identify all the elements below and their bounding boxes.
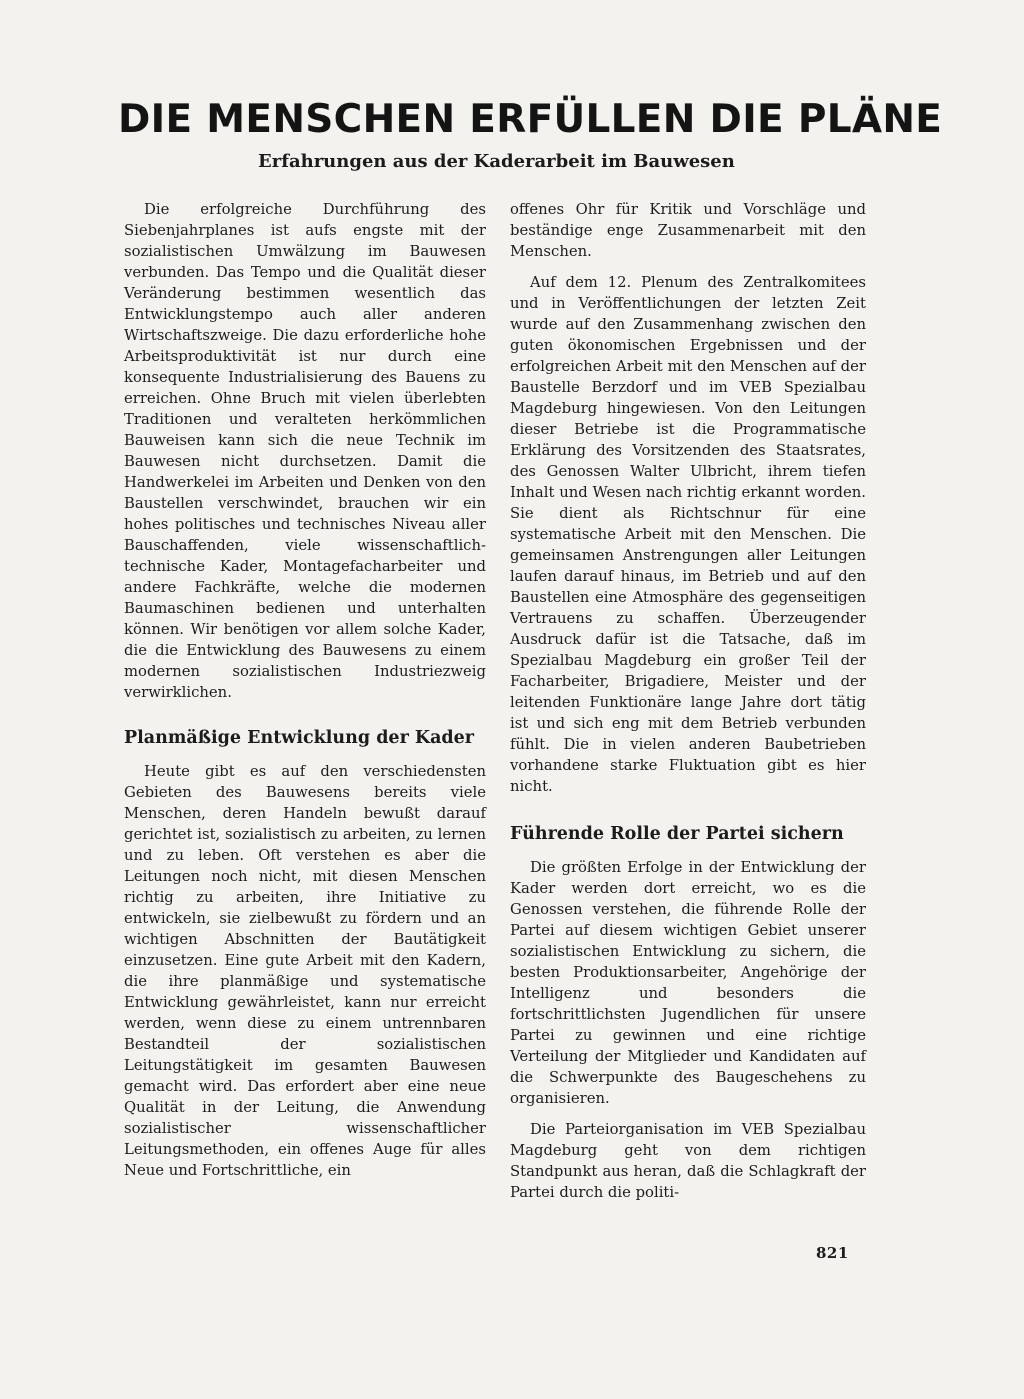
paragraph: offenes Ohr für Kritik und Vorschläge und beständige enge Zusammenarbeit mit den Menschen.: [510, 201, 866, 260]
article-title: DIE MENSCHEN ERFÜLLEN DIE PLÄNE: [118, 97, 943, 142]
section-heading: Führende Rolle der Partei sichern: [510, 824, 844, 844]
paragraph: Die Parteiorganisation im VEB Spezialbau Magdeburg geht von dem richtigen Standpunkt aus heran, daß die Schlagkraft der Partei durch die politi-: [510, 1121, 866, 1201]
article-subtitle: Erfahrungen aus der Kaderarbeit im Bauwesen: [258, 151, 735, 172]
right-column: [510, 199, 866, 1203]
left-column: [124, 199, 486, 1181]
paragraph: Die größten Erfolge in der Entwicklung der Kader werden dort erreicht, wo es die Genossen verstehen, die führende Rolle der Partei auf diesem wichtigen Gebiet unserer sozialistischen Entwicklung zu sichern, die besten Produktionsarbeiter, Angehörige der Intelligenz und besonders die fortschrittlichsten Jugendlichen für unsere Partei zu gewinnen und eine richtige Verteilung der Mitglieder und Kandidaten auf die Schwerpunkte des Baugeschehens zu organisieren.: [510, 859, 866, 1107]
paragraph: Die erfolgreiche Durchführung des Siebenjahrplanes ist aufs engste mit der sozialistischen Umwälzung im Bauwesen verbunden. Das Tempo und die Qualität dieser Veränderung bestimmen wesentlich das Entwicklungstempo auch aller anderen Wirtschaftszweige. Die dazu erforderliche hohe Arbeitsproduktivität ist nur durch eine konsequente Industrialisierung des Bauens zu erreichen. Ohne Bruch mit vielen überlebten Traditionen und veralteten herkömmlichen Bauweisen kann sich die neue Technik im Bauwesen nicht durchsetzen. Damit die Handwerkelei im Arbeiten und Denken von den Baustellen verschwindet, brauchen wir ein hohes politisches und technisches Niveau aller Bauschaffenden, viele wissenschaftlich-technische Kader, Montagefacharbeiter und andere Fachkräfte, welche die modernen Baumaschinen bedienen und unterhalten können. Wir benötigen vor allem solche Kader, die die Entwicklung des Bauwesens zu einem modernen sozialistischen Industriezweig verwirklichen.: [124, 201, 486, 701]
page-number: 821: [816, 1244, 849, 1262]
section-heading: Planmäßige Entwicklung der Kader: [124, 728, 475, 748]
paragraph: Auf dem 12. Plenum des Zentralkomitees und in Veröffentlichungen der letzten Zeit wurde auf den Zusammenhang zwischen den guten ökonomischen Ergebnissen und der erfolgreichen Arbeit mit den Menschen auf der Baustelle Berzdorf und im VEB Spezialbau Magdeburg hingewiesen. Von den Leitungen dieser Betriebe ist die Programmatische Erklärung des Vorsitzenden des Staatsrates, des Genossen Walter Ulbricht, ihrem tiefen Inhalt und Wesen nach richtig erkannt worden. Sie dient als Richtschnur für eine systematische Arbeit mit den Menschen. Die gemeinsamen Anstrengungen aller Leitungen laufen darauf hinaus, im Betrieb und auf den Baustellen eine Atmosphäre des gegenseitigen Vertrauens zu schaffen. Überzeugender Ausdruck dafür ist die Tatsache, daß im Spezialbau Magdeburg ein großer Teil der Facharbeiter, Brigadiere, Meister und der leitenden Funktionäre lange Jahre dort tätig ist und sich eng mit dem Betrieb verbunden fühlt. Die in vielen anderen Baubetrieben vorhandene starke Fluktuation gibt es hier nicht.: [510, 274, 866, 795]
paragraph: Heute gibt es auf den verschiedensten Gebieten des Bauwesens bereits viele Menschen, deren Handeln bewußt darauf gerichtet ist, sozialistisch zu arbeiten, zu lernen und zu leben. Oft verstehen es aber die Leitungen noch nicht, mit diesen Menschen richtig zu arbeiten, ihre Initiative zu entwickeln, sie zielbewußt zu fördern und an wichtigen Abschnitten der Bautätigkeit einzusetzen. Eine gute Arbeit mit den Kadern, die ihre planmäßige und systematische Entwicklung gewährleistet, kann nur erreicht werden, wenn diese zu einem untrennbaren Bestandteil der sozialistischen Leitungstätigkeit im gesamten Bauwesen gemacht wird. Das erfordert aber eine neue Qualität in der Leitung, die Anwendung sozialistischer wissenschaftlicher Leitungsmethoden, ein offenes Auge für alles Neue und Fortschrittliche, ein: [124, 763, 486, 1179]
